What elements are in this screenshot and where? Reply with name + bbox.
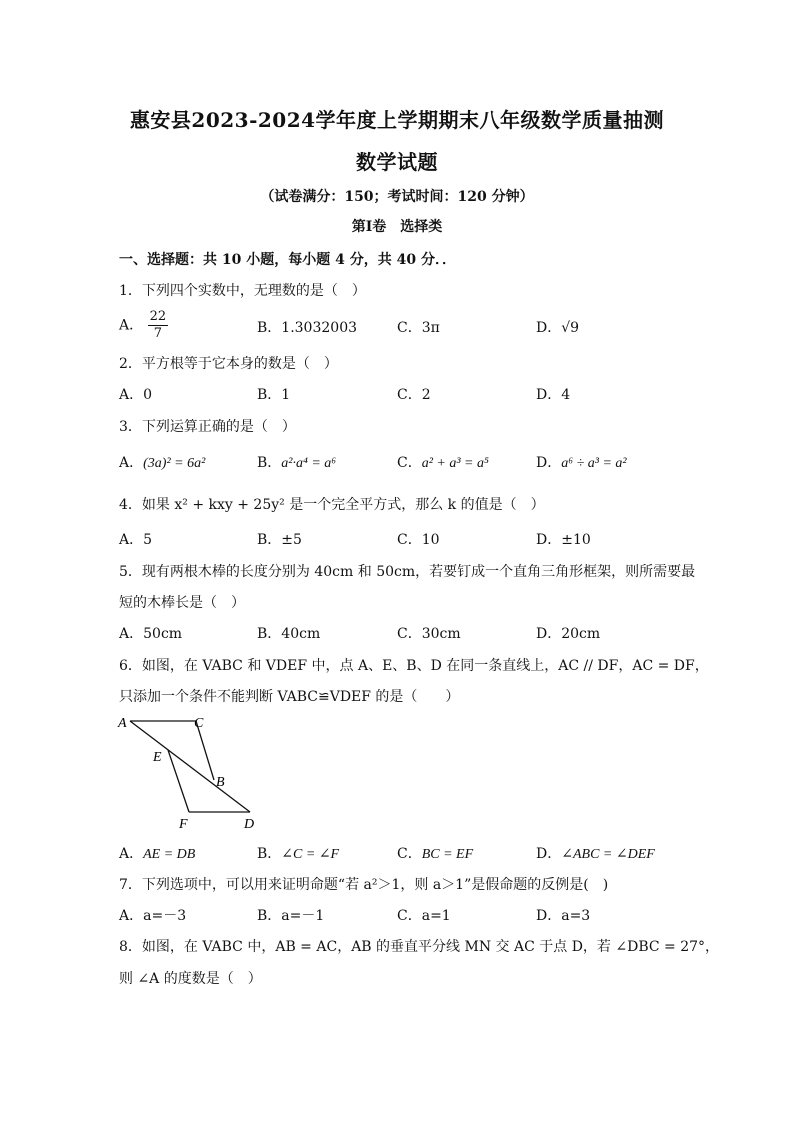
option-text: 30cm: [421, 626, 461, 642]
option-label: C．: [397, 320, 422, 336]
option-label: C．: [397, 455, 422, 471]
q6-option-a: [119, 843, 195, 863]
q3-option-a: [119, 452, 205, 472]
option-text: 5: [143, 532, 153, 548]
q2-option-a: [119, 384, 152, 404]
point-label-a: A: [118, 716, 127, 731]
q1-option-d: [536, 317, 579, 337]
option-label: D．: [536, 455, 562, 471]
option-label: B．: [257, 320, 282, 336]
q7-option-a: [119, 905, 186, 925]
question-4-stem: 4．如果 x² + kxy + 25y² 是一个完全平方式，那么 k 的值是（ ）: [119, 497, 545, 513]
option-text: a⁶ ÷ a³ = a²: [561, 456, 627, 471]
option-text: ±5: [281, 532, 302, 548]
option-text: 1.3032003: [281, 320, 358, 336]
option-text: ∠ABC = ∠DEF: [561, 847, 655, 862]
option-text: 50cm: [143, 626, 183, 642]
option-label: B．: [257, 387, 282, 403]
q1-option-a: [119, 309, 168, 342]
option-text: ∠C = ∠F: [281, 847, 340, 862]
option-label: D．: [536, 908, 562, 924]
question-1-stem: 1．下列四个实数中，无理数的是（ ）: [119, 283, 366, 299]
option-label: D．: [536, 320, 562, 336]
question-8-stem-cont: 则 ∠A 的度数是（ ）: [119, 971, 262, 987]
q3-option-d: [536, 452, 627, 472]
q5-option-d: [536, 623, 600, 643]
option-label: D．: [536, 532, 562, 548]
option-label: A．: [119, 908, 144, 924]
option-label: A．: [119, 846, 144, 862]
option-label: C．: [397, 908, 422, 924]
option-label: D．: [536, 846, 562, 862]
option-text: 2: [421, 387, 431, 403]
option-text: ±10: [561, 532, 591, 548]
question-7-stem: 7．下列选项中，可以用来证明命题“若 a²＞1，则 a＞1”是假命题的反例是( ): [119, 877, 609, 893]
q3-option-c: [397, 452, 489, 472]
option-label: D．: [536, 626, 562, 642]
q1-option-c: [397, 317, 440, 337]
option-text: a=1: [421, 908, 451, 924]
option-text: a²·a⁴ = a⁶: [281, 456, 337, 471]
q7-option-d: [536, 905, 590, 925]
fraction-numerator: 22: [149, 309, 167, 324]
question-5-stem-cont: 短的木棒长是（ ）: [119, 595, 245, 611]
figure-segment-ef: [168, 750, 189, 812]
q6-option-c: [397, 843, 473, 863]
question-6-stem: 6．如图，在 VABC 和 VDEF 中，点 A、E、B、D 在同一条直线上，AC // DF，AC = DF，: [119, 658, 709, 674]
option-label: B．: [257, 908, 282, 924]
point-label-c: C: [194, 716, 204, 731]
option-label: A．: [119, 387, 144, 403]
point-label-f: F: [179, 817, 188, 832]
question-6-stem-cont: 只添加一个条件不能判断 VABC≌VDEF 的是（ ）: [119, 689, 460, 705]
q6-option-b: [257, 843, 339, 863]
option-text: 3π: [421, 320, 440, 336]
fraction-denominator: 7: [153, 326, 162, 341]
option-label: B．: [257, 846, 282, 862]
question-3-stem: 3．下列运算正确的是（ ）: [119, 419, 296, 435]
option-label: B．: [257, 455, 282, 471]
option-label: A．: [119, 317, 144, 334]
option-text: 1: [281, 387, 291, 403]
q4-option-c: [397, 529, 440, 549]
option-text: (3a)² = 6a²: [143, 456, 206, 471]
option-label: A．: [119, 532, 144, 548]
point-label-b: B: [216, 775, 225, 790]
exam-subtitle: 数学试题: [356, 150, 438, 174]
option-label: B．: [257, 532, 282, 548]
q2-option-c: [397, 384, 431, 404]
q7-option-b: [257, 905, 324, 925]
question-5-stem: 5．现有两根木棒的长度分别为 40cm 和 50cm，若要钉成一个直角三角形框架，则所需要最: [119, 564, 696, 580]
q6-option-d: [536, 843, 655, 863]
fraction: [148, 309, 169, 342]
option-label: C．: [397, 626, 422, 642]
exam-meta: （试卷满分：150；考试时间：120 分钟）: [260, 189, 534, 205]
option-label: C．: [397, 846, 422, 862]
option-text: a=－1: [281, 908, 325, 924]
option-text: AE = DB: [143, 847, 196, 862]
q5-option-b: [257, 623, 320, 643]
option-label: A．: [119, 626, 144, 642]
section-heading: 第Ⅰ卷 选择类: [351, 219, 443, 235]
option-text: √9: [561, 320, 580, 336]
q7-option-c: [397, 905, 451, 925]
q4-option-b: [257, 529, 302, 549]
q1-option-b: [257, 317, 357, 337]
option-text: 40cm: [281, 626, 321, 642]
option-text: 20cm: [561, 626, 601, 642]
option-text: 10: [421, 532, 440, 548]
option-label: A．: [119, 455, 144, 471]
q5-option-c: [397, 623, 461, 643]
option-label: D．: [536, 387, 562, 403]
option-text: 0: [143, 387, 153, 403]
q4-option-a: [119, 529, 152, 549]
option-label: C．: [397, 387, 422, 403]
option-text: 4: [561, 387, 571, 403]
exam-title: 惠安县2023-2024学年度上学期期末八年级数学质量抽测: [129, 108, 665, 132]
q2-option-b: [257, 384, 290, 404]
option-text: a=－3: [143, 908, 187, 924]
figure-segment-ad: [130, 721, 250, 812]
option-text: a² + a³ = a⁵: [421, 456, 489, 471]
option-text: a=3: [561, 908, 591, 924]
q5-option-a: [119, 623, 182, 643]
q2-option-d: [536, 384, 570, 404]
option-text: BC = EF: [421, 847, 474, 862]
q4-option-d: [536, 529, 591, 549]
option-label: B．: [257, 626, 282, 642]
q6-figure: [110, 708, 270, 833]
point-label-d: D: [244, 817, 255, 832]
q3-option-b: [257, 452, 336, 472]
option-label: C．: [397, 532, 422, 548]
part-heading: 一、选择题：共 10 小题，每小题 4 分，共 40 分．．: [119, 252, 456, 268]
question-8-stem: 8．如图，在 VABC 中，AB = AC，AB 的垂直平分线 MN 交 AC 于点 D，若 ∠DBC = 27°，: [119, 939, 720, 955]
question-2-stem: 2．平方根等于它本身的数是（ ）: [119, 356, 338, 372]
point-label-e: E: [153, 750, 162, 765]
